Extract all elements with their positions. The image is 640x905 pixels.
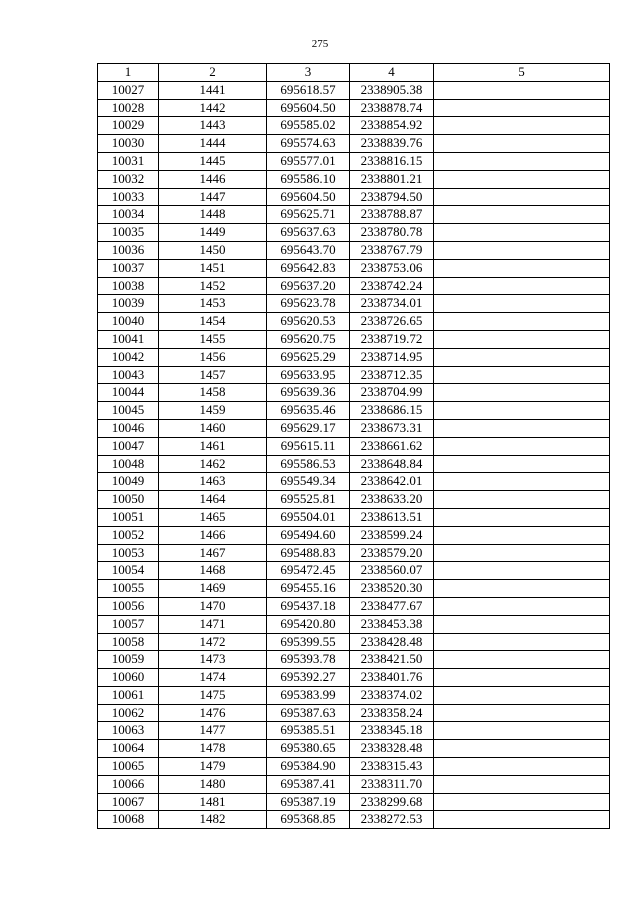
station-number-cell: 1467 [159, 544, 267, 562]
y-coordinate-cell: 2338311.70 [350, 775, 434, 793]
y-coordinate-cell: 2338734.01 [350, 295, 434, 313]
y-coordinate-cell: 2338767.79 [350, 241, 434, 259]
y-coordinate-cell: 2338742.24 [350, 277, 434, 295]
station-number-cell: 1446 [159, 170, 267, 188]
point-number-cell: 10064 [98, 740, 159, 758]
x-coordinate-cell: 695625.71 [267, 206, 350, 224]
station-number-cell: 1459 [159, 402, 267, 420]
notes-cell [434, 81, 610, 99]
table-row [98, 669, 610, 687]
column-header-1: 1 [98, 64, 159, 82]
station-number-cell: 1477 [159, 722, 267, 740]
point-number-cell: 10040 [98, 313, 159, 331]
table-row [98, 259, 610, 277]
table-row [98, 455, 610, 473]
table-row [98, 562, 610, 580]
point-number-cell: 10027 [98, 81, 159, 99]
x-coordinate-cell: 695586.53 [267, 455, 350, 473]
notes-cell [434, 419, 610, 437]
table-row [98, 651, 610, 669]
point-number-cell: 10050 [98, 491, 159, 509]
table-row [98, 170, 610, 188]
y-coordinate-cell: 2338794.50 [350, 188, 434, 206]
table-row [98, 402, 610, 420]
station-number-cell: 1479 [159, 758, 267, 776]
table-row [98, 366, 610, 384]
point-number-cell: 10066 [98, 775, 159, 793]
x-coordinate-cell: 695585.02 [267, 117, 350, 135]
notes-cell [434, 117, 610, 135]
y-coordinate-cell: 2338714.95 [350, 348, 434, 366]
table-row [98, 722, 610, 740]
notes-cell [434, 259, 610, 277]
y-coordinate-cell: 2338648.84 [350, 455, 434, 473]
y-coordinate-cell: 2338801.21 [350, 170, 434, 188]
point-number-cell: 10041 [98, 330, 159, 348]
notes-cell [434, 544, 610, 562]
notes-cell [434, 135, 610, 153]
point-number-cell: 10067 [98, 793, 159, 811]
y-coordinate-cell: 2338579.20 [350, 544, 434, 562]
point-number-cell: 10035 [98, 224, 159, 242]
notes-cell [434, 508, 610, 526]
x-coordinate-cell: 695625.29 [267, 348, 350, 366]
station-number-cell: 1454 [159, 313, 267, 331]
y-coordinate-cell: 2338453.38 [350, 615, 434, 633]
point-number-cell: 10056 [98, 597, 159, 615]
station-number-cell: 1449 [159, 224, 267, 242]
y-coordinate-cell: 2338642.01 [350, 473, 434, 491]
x-coordinate-cell: 695387.63 [267, 704, 350, 722]
notes-cell [434, 633, 610, 651]
station-number-cell: 1466 [159, 526, 267, 544]
y-coordinate-cell: 2338686.15 [350, 402, 434, 420]
column-header-4: 4 [350, 64, 434, 82]
notes-cell [434, 793, 610, 811]
y-coordinate-cell: 2338780.78 [350, 224, 434, 242]
station-number-cell: 1441 [159, 81, 267, 99]
point-number-cell: 10061 [98, 686, 159, 704]
column-header-3: 3 [267, 64, 350, 82]
station-number-cell: 1472 [159, 633, 267, 651]
page-number: 275 [311, 38, 329, 50]
y-coordinate-cell: 2338719.72 [350, 330, 434, 348]
station-number-cell: 1453 [159, 295, 267, 313]
point-number-cell: 10038 [98, 277, 159, 295]
station-number-cell: 1461 [159, 437, 267, 455]
table-row [98, 633, 610, 651]
notes-cell [434, 775, 610, 793]
point-number-cell: 10045 [98, 402, 159, 420]
y-coordinate-cell: 2338726.65 [350, 313, 434, 331]
station-number-cell: 1458 [159, 384, 267, 402]
notes-cell [434, 580, 610, 598]
point-number-cell: 10063 [98, 722, 159, 740]
table-row [98, 580, 610, 598]
x-coordinate-cell: 695472.45 [267, 562, 350, 580]
x-coordinate-cell: 695637.20 [267, 277, 350, 295]
point-number-cell: 10060 [98, 669, 159, 687]
point-number-cell: 10065 [98, 758, 159, 776]
table-row [98, 597, 610, 615]
table-row [98, 135, 610, 153]
table-row [98, 348, 610, 366]
x-coordinate-cell: 695380.65 [267, 740, 350, 758]
y-coordinate-cell: 2338633.20 [350, 491, 434, 509]
station-number-cell: 1481 [159, 793, 267, 811]
point-number-cell: 10031 [98, 152, 159, 170]
x-coordinate-cell: 695384.90 [267, 758, 350, 776]
table-row [98, 704, 610, 722]
notes-cell [434, 615, 610, 633]
point-number-cell: 10048 [98, 455, 159, 473]
y-coordinate-cell: 2338401.76 [350, 669, 434, 687]
notes-cell [434, 188, 610, 206]
x-coordinate-cell: 695494.60 [267, 526, 350, 544]
notes-cell [434, 170, 610, 188]
x-coordinate-cell: 695455.16 [267, 580, 350, 598]
y-coordinate-cell: 2338712.35 [350, 366, 434, 384]
station-number-cell: 1470 [159, 597, 267, 615]
table-row [98, 206, 610, 224]
x-coordinate-cell: 695385.51 [267, 722, 350, 740]
x-coordinate-cell: 695420.80 [267, 615, 350, 633]
point-number-cell: 10059 [98, 651, 159, 669]
point-number-cell: 10049 [98, 473, 159, 491]
x-coordinate-cell: 695574.63 [267, 135, 350, 153]
station-number-cell: 1474 [159, 669, 267, 687]
x-coordinate-cell: 695488.83 [267, 544, 350, 562]
y-coordinate-cell: 2338661.62 [350, 437, 434, 455]
notes-cell [434, 473, 610, 491]
x-coordinate-cell: 695643.70 [267, 241, 350, 259]
station-number-cell: 1447 [159, 188, 267, 206]
station-number-cell: 1480 [159, 775, 267, 793]
station-number-cell: 1451 [159, 259, 267, 277]
point-number-cell: 10047 [98, 437, 159, 455]
point-number-cell: 10028 [98, 99, 159, 117]
y-coordinate-cell: 2338299.68 [350, 793, 434, 811]
y-coordinate-cell: 2338328.48 [350, 740, 434, 758]
notes-cell [434, 402, 610, 420]
station-number-cell: 1465 [159, 508, 267, 526]
station-number-cell: 1456 [159, 348, 267, 366]
x-coordinate-cell: 695620.53 [267, 313, 350, 331]
y-coordinate-cell: 2338905.38 [350, 81, 434, 99]
x-coordinate-cell: 695399.55 [267, 633, 350, 651]
notes-cell [434, 384, 610, 402]
table-row [98, 740, 610, 758]
station-number-cell: 1471 [159, 615, 267, 633]
x-coordinate-cell: 695437.18 [267, 597, 350, 615]
x-coordinate-cell: 695387.19 [267, 793, 350, 811]
point-number-cell: 10046 [98, 419, 159, 437]
notes-cell [434, 562, 610, 580]
station-number-cell: 1464 [159, 491, 267, 509]
x-coordinate-cell: 695586.10 [267, 170, 350, 188]
x-coordinate-cell: 695629.17 [267, 419, 350, 437]
x-coordinate-cell: 695623.78 [267, 295, 350, 313]
station-number-cell: 1468 [159, 562, 267, 580]
table-row [98, 758, 610, 776]
x-coordinate-cell: 695549.34 [267, 473, 350, 491]
point-number-cell: 10037 [98, 259, 159, 277]
y-coordinate-cell: 2338613.51 [350, 508, 434, 526]
y-coordinate-cell: 2338272.53 [350, 811, 434, 829]
notes-cell [434, 152, 610, 170]
table-row [98, 241, 610, 259]
y-coordinate-cell: 2338839.76 [350, 135, 434, 153]
table-row [98, 793, 610, 811]
table-row [98, 473, 610, 491]
station-number-cell: 1462 [159, 455, 267, 473]
x-coordinate-cell: 695633.95 [267, 366, 350, 384]
y-coordinate-cell: 2338520.30 [350, 580, 434, 598]
x-coordinate-cell: 695642.83 [267, 259, 350, 277]
notes-cell [434, 99, 610, 117]
y-coordinate-cell: 2338753.06 [350, 259, 434, 277]
x-coordinate-cell: 695368.85 [267, 811, 350, 829]
x-coordinate-cell: 695615.11 [267, 437, 350, 455]
table-row [98, 491, 610, 509]
table-header [98, 64, 610, 82]
station-number-cell: 1463 [159, 473, 267, 491]
table-row [98, 330, 610, 348]
x-coordinate-cell: 695635.46 [267, 402, 350, 420]
table-row [98, 277, 610, 295]
notes-cell [434, 437, 610, 455]
notes-cell [434, 224, 610, 242]
x-coordinate-cell: 695577.01 [267, 152, 350, 170]
table-row [98, 775, 610, 793]
point-number-cell: 10029 [98, 117, 159, 135]
table-row [98, 544, 610, 562]
station-number-cell: 1457 [159, 366, 267, 384]
point-number-cell: 10034 [98, 206, 159, 224]
notes-cell [434, 348, 610, 366]
header-row [98, 64, 610, 82]
y-coordinate-cell: 2338477.67 [350, 597, 434, 615]
station-number-cell: 1445 [159, 152, 267, 170]
table-row [98, 437, 610, 455]
point-number-cell: 10053 [98, 544, 159, 562]
notes-cell [434, 704, 610, 722]
notes-cell [434, 811, 610, 829]
notes-cell [434, 295, 610, 313]
station-number-cell: 1448 [159, 206, 267, 224]
station-number-cell: 1473 [159, 651, 267, 669]
notes-cell [434, 491, 610, 509]
station-number-cell: 1455 [159, 330, 267, 348]
point-number-cell: 10062 [98, 704, 159, 722]
notes-cell [434, 277, 610, 295]
y-coordinate-cell: 2338345.18 [350, 722, 434, 740]
y-coordinate-cell: 2338374.02 [350, 686, 434, 704]
notes-cell [434, 758, 610, 776]
table-row [98, 188, 610, 206]
x-coordinate-cell: 695637.63 [267, 224, 350, 242]
point-number-cell: 10039 [98, 295, 159, 313]
point-number-cell: 10033 [98, 188, 159, 206]
notes-cell [434, 722, 610, 740]
x-coordinate-cell: 695392.27 [267, 669, 350, 687]
station-number-cell: 1444 [159, 135, 267, 153]
point-number-cell: 10068 [98, 811, 159, 829]
table-row [98, 152, 610, 170]
table-row [98, 526, 610, 544]
notes-cell [434, 597, 610, 615]
y-coordinate-cell: 2338428.48 [350, 633, 434, 651]
y-coordinate-cell: 2338560.07 [350, 562, 434, 580]
table-row [98, 224, 610, 242]
station-number-cell: 1478 [159, 740, 267, 758]
point-number-cell: 10043 [98, 366, 159, 384]
x-coordinate-cell: 695504.01 [267, 508, 350, 526]
table-body [98, 81, 610, 828]
y-coordinate-cell: 2338816.15 [350, 152, 434, 170]
notes-cell [434, 669, 610, 687]
station-number-cell: 1476 [159, 704, 267, 722]
table-row [98, 384, 610, 402]
notes-cell [434, 526, 610, 544]
notes-cell [434, 206, 610, 224]
station-number-cell: 1460 [159, 419, 267, 437]
point-number-cell: 10042 [98, 348, 159, 366]
notes-cell [434, 740, 610, 758]
table-row [98, 99, 610, 117]
table-row [98, 686, 610, 704]
coordinates-table [97, 63, 610, 829]
y-coordinate-cell: 2338878.74 [350, 99, 434, 117]
x-coordinate-cell: 695393.78 [267, 651, 350, 669]
column-header-2: 2 [159, 64, 267, 82]
notes-cell [434, 686, 610, 704]
notes-cell [434, 313, 610, 331]
table-row [98, 295, 610, 313]
y-coordinate-cell: 2338315.43 [350, 758, 434, 776]
station-number-cell: 1450 [159, 241, 267, 259]
point-number-cell: 10058 [98, 633, 159, 651]
x-coordinate-cell: 695620.75 [267, 330, 350, 348]
y-coordinate-cell: 2338673.31 [350, 419, 434, 437]
table-row [98, 615, 610, 633]
x-coordinate-cell: 695618.57 [267, 81, 350, 99]
y-coordinate-cell: 2338358.24 [350, 704, 434, 722]
point-number-cell: 10030 [98, 135, 159, 153]
point-number-cell: 10054 [98, 562, 159, 580]
y-coordinate-cell: 2338421.50 [350, 651, 434, 669]
station-number-cell: 1475 [159, 686, 267, 704]
x-coordinate-cell: 695383.99 [267, 686, 350, 704]
table-row [98, 508, 610, 526]
station-number-cell: 1442 [159, 99, 267, 117]
x-coordinate-cell: 695639.36 [267, 384, 350, 402]
point-number-cell: 10055 [98, 580, 159, 598]
table-row [98, 117, 610, 135]
y-coordinate-cell: 2338599.24 [350, 526, 434, 544]
column-header-5: 5 [434, 64, 610, 82]
point-number-cell: 10052 [98, 526, 159, 544]
notes-cell [434, 455, 610, 473]
notes-cell [434, 651, 610, 669]
notes-cell [434, 241, 610, 259]
x-coordinate-cell: 695604.50 [267, 188, 350, 206]
x-coordinate-cell: 695525.81 [267, 491, 350, 509]
y-coordinate-cell: 2338854.92 [350, 117, 434, 135]
point-number-cell: 10057 [98, 615, 159, 633]
table-row [98, 811, 610, 829]
station-number-cell: 1482 [159, 811, 267, 829]
notes-cell [434, 330, 610, 348]
point-number-cell: 10044 [98, 384, 159, 402]
station-number-cell: 1443 [159, 117, 267, 135]
y-coordinate-cell: 2338704.99 [350, 384, 434, 402]
point-number-cell: 10051 [98, 508, 159, 526]
station-number-cell: 1452 [159, 277, 267, 295]
table-row [98, 81, 610, 99]
point-number-cell: 10036 [98, 241, 159, 259]
x-coordinate-cell: 695604.50 [267, 99, 350, 117]
table-row [98, 419, 610, 437]
point-number-cell: 10032 [98, 170, 159, 188]
notes-cell [434, 366, 610, 384]
table-row [98, 313, 610, 331]
x-coordinate-cell: 695387.41 [267, 775, 350, 793]
y-coordinate-cell: 2338788.87 [350, 206, 434, 224]
station-number-cell: 1469 [159, 580, 267, 598]
